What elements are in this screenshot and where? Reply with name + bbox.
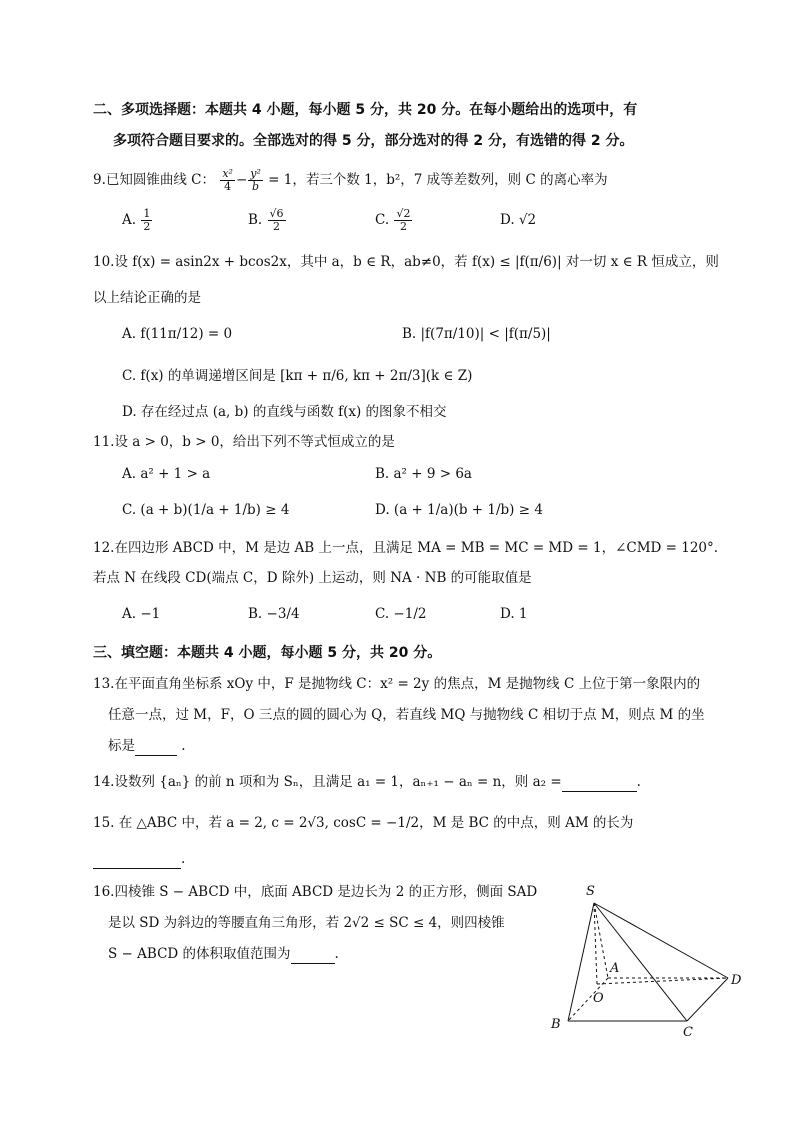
q10-option-b: B. |f(7π/10)| < |f(π/5)|	[402, 326, 551, 342]
q9-option-c: C. $\frac{√2}{2}$	[375, 207, 411, 233]
q11-stem: 11.设 a > 0，b > 0，给出下列不等式恒成立的是	[93, 434, 395, 450]
q15-stem-line2: .	[93, 849, 185, 869]
edge-sa	[594, 903, 608, 978]
q15-answer-blank[interactable]	[93, 852, 181, 869]
section3-title: 三、填空题：本题共 4 小题，每小题 5 分，共 20 分。	[93, 645, 442, 661]
q11-option-b: B. a² + 9 > 6a	[375, 466, 472, 482]
q9-option-d: D. √2	[500, 212, 537, 228]
pyramid-figure	[540, 878, 760, 1038]
label-b: B	[551, 1017, 561, 1032]
section2-title-line1: 二、多项选择题：本题共 4 小题，每小题 5 分，共 20 分。在每小题给出的选项中，有	[93, 102, 638, 118]
section2-title-line2: 多项符合题目要求的。全部选对的得 5 分，部分选对的得 2 分，有选错的得 2 分。	[113, 133, 634, 149]
q16-stem-line1: 16.四棱锥 S − ABCD 中，底面 ABCD 是边长为 2 的正方形，侧面 SAD	[93, 884, 538, 900]
q10-option-d: D. 存在经过点 (a, b) 的直线与函数 f(x) 的图象不相交	[122, 404, 447, 420]
q14-answer-blank[interactable]	[562, 775, 637, 792]
q15-stem: 15. 在 △ABC 中，若 a = 2, c = 2√3, cosC = −1/2，M 是 BC 的中点，则 AM 的长为	[93, 815, 634, 831]
q13-stem-line2: 任意一点，过 M，F，O 三点的圆的圆心为 Q，若直线 MQ 与抛物线 C 相切于点 M，则点 M 的坐	[108, 707, 705, 723]
label-c: C	[683, 1025, 693, 1038]
label-d: D	[731, 973, 742, 988]
q9-option-a: A. $\frac{1}{2}$	[122, 207, 151, 233]
q12-stem-line2: 若点 N 在线段 CD(端点 C，D 除外) 上运动，则 NA · NB 的可能取值是	[93, 570, 532, 586]
edge-sc	[594, 903, 687, 1021]
label-a: A	[610, 961, 620, 976]
q13-stem-line1: 13.在平面直角坐标系 xOy 中，F 是抛物线 C：x² = 2y 的焦点，M 是抛物线 C 上位于第一象限内的	[93, 676, 701, 692]
label-s: S	[586, 884, 595, 899]
q12-option-c: C. −1/2	[375, 606, 427, 622]
q10-option-a: A. f(11π/12) = 0	[122, 326, 233, 342]
edge-cd	[687, 978, 728, 1021]
q11-option-a: A. a² + 1 > a	[122, 466, 211, 482]
q16-answer-blank[interactable]	[291, 947, 335, 964]
q12-option-d: D. 1	[500, 606, 528, 622]
q9-option-b: B. $\frac{√6}{2}$	[248, 207, 284, 233]
q12-option-b: B. −3/4	[248, 606, 300, 622]
q10-option-c: C. f(x) 的单调递增区间是 [kπ + π/6, kπ + 2π/3](k ∈ Z)	[122, 368, 473, 384]
q11-option-c: C. (a + b)(1/a + 1/b) ≥ 4	[122, 502, 290, 518]
q10-stem-line2: 以上结论正确的是	[93, 290, 201, 306]
q16-stem-line3: S − ABCD 的体积取值范围为 .	[108, 946, 339, 962]
q11-option-d: D. (a + 1/a)(b + 1/b) ≥ 4	[375, 502, 543, 518]
q14-stem: 14.设数列 {aₙ} 的前 n 项和为 Sₙ，且满足 a₁ = 1，aₙ₊₁ − aₙ = n，则 a₂ = .	[93, 774, 641, 790]
q12-stem-line1: 12.在四边形 ABCD 中，M 是边 AB 上一点，且满足 MA = MB = MC = MD = 1，∠CMD = 120°.	[93, 540, 719, 556]
q16-stem-line2: 是以 SD 为斜边的等腰直角三角形，若 2√2 ≤ SC ≤ 4，则四棱锥	[108, 915, 505, 931]
q12-option-a: A. −1	[122, 606, 161, 622]
q9-stem: 9.已知圆锥曲线 C： $\frac{\text{x²}}{4}$ − $\frac{\text{y²}}{b}$ = 1，若三个数 1，b²，7 成等差数列，则 C 的离心率为	[93, 167, 608, 193]
q13-answer-blank[interactable]	[135, 739, 177, 756]
q10-stem-line1: 10.设 f(x) = asin2x + bcos2x，其中 a，b ∈ R，ab≠0，若 f(x) ≤ |f(π/6)| 对一切 x ∈ R 恒成立，则	[93, 254, 719, 270]
edge-sb	[568, 903, 594, 1021]
q13-stem-line3: 标是 .	[108, 738, 186, 754]
label-o: O	[593, 991, 604, 1006]
edge-od	[597, 978, 728, 984]
